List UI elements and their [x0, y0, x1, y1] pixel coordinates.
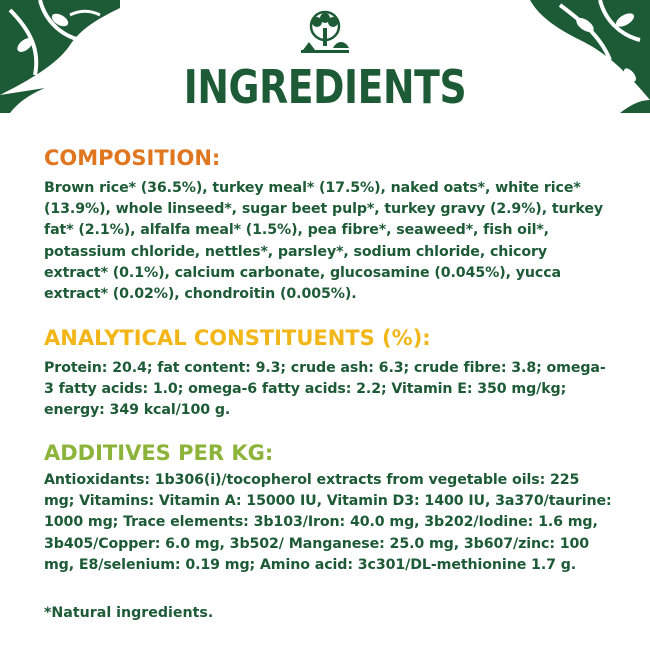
analytical-constituents-heading: ANALYTICAL CONSTITUENTS (%): [44, 326, 431, 350]
additives-heading: ADDITIVES PER KG: [44, 441, 274, 465]
tree-with-animals-icon [297, 10, 353, 60]
composition-text: Brown rice* (36.5%), turkey meal* (17.5%), naked oats*, white rice* (13.9%), whole linseed*, sugar beet pulp*, turkey gravy (2.9%), turkey fat* (2.1%), alfalfa meal* (1.5%), pea fibre*, seaweed*, fish oil*, potassium chloride, nettles*, parsley*, sodium chloride, chicory extract* (0.1%), calcium carbonate, glucosamine (0.045%), yucca extract* (0.02%), chondroitin (0.005%). [44, 180, 604, 303]
header [0, 0, 650, 113]
additives-text: Antioxidants: 1b306(i)/tocopherol extracts from vegetable oils: 225 mg; Vitamins: Vitamin A: 15000 IU, Vitamin D3: 1400 IU, 3a370/taurine: 1000 mg; Trace elements: 3b103/Iron: 40.0 mg, 3b202/Iodine: 1.6 mg, 3b405/Copper: 6.0 mg, 3b502/ Manganese: 25.0 mg, 3b607/zinc: 100 mg, E8/selenium: 0.19 mg; Amino acid: 3c301/DL-methionine 1.7 g. [44, 472, 612, 573]
composition-heading: COMPOSITION: [44, 146, 221, 170]
leaf-decoration-right-icon [500, 0, 650, 113]
analytical-constituents-text: Protein: 20.4; fat content: 9.3; crude ash: 6.3; crude fibre: 3.8; omega-3 fatty acids: 1.0; omega-6 fatty acids: 2.2; Vitamin E: 350 mg/kg; energy: 349 kcal/100 g. [44, 360, 606, 419]
page-title: INGREDIENTS [183, 60, 467, 114]
footnote: *Natural ingredients. [44, 605, 214, 621]
